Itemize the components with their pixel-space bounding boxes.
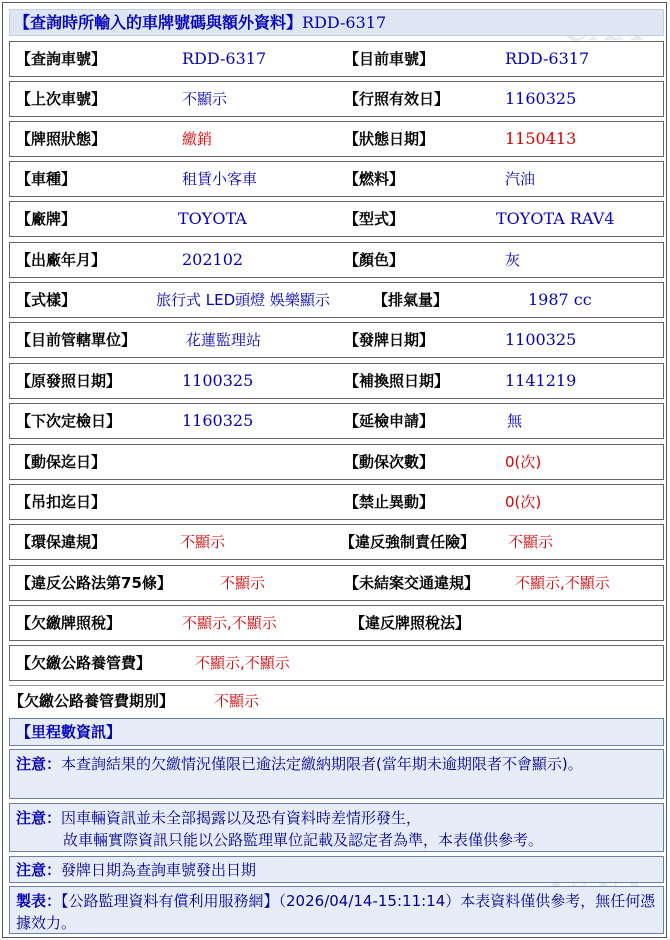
value-color: 灰: [505, 251, 521, 269]
value-original-issue-date: 1100325: [182, 371, 254, 390]
label-fuel: 【燃料】: [344, 170, 405, 188]
value-query-plate: RDD-6317: [182, 49, 267, 68]
info-row-plate: [9, 41, 664, 77]
note-text-line2: 故車輛實際資訊只能以公路監理單位記載及認定者為準，本表僅供參考。: [63, 831, 544, 849]
info-row-jurisdiction: [9, 322, 664, 358]
value-highway-law-75: 不顯示: [220, 574, 266, 592]
info-row-road-fee-period: [9, 687, 664, 715]
info-row-status: [9, 121, 664, 157]
label-license-tax-violation: 【違反牌照稅法】: [350, 614, 471, 632]
label-jurisdiction: 【目前管轄單位】: [16, 331, 137, 349]
label-chattel-expiry: 【動保迄日】: [16, 453, 107, 471]
value-reissue-date: 1141219: [505, 371, 577, 390]
value-next-inspection: 1160325: [182, 411, 254, 430]
label-environment-violation: 【環保違規】: [16, 533, 107, 551]
label-plate-status: 【牌照狀態】: [16, 130, 107, 148]
separator-line: [9, 685, 664, 686]
footer-credit: [9, 886, 664, 934]
info-row-type: [9, 161, 664, 197]
report-frame: [2, 2, 667, 938]
value-current-plate: RDD-6317: [505, 49, 590, 68]
info-row-inspection: [9, 403, 664, 439]
info-row-chattel: [9, 444, 664, 480]
note-text: 因車輛資訊並未全部揭露以及恐有資料時差情形發生，: [61, 809, 422, 827]
title-label: 【查詢時所輸入的車牌號碼與額外資料】: [14, 13, 303, 32]
value-license-valid: 1160325: [505, 89, 577, 108]
label-original-issue-date: 【原發照日期】: [16, 372, 122, 390]
note-label: 注意：: [16, 809, 62, 827]
footer-text: 【公路監理資料有償利用服務網】（2026/04/14-15:11:14）本表資料僅供參考，無任何憑據效力。: [16, 892, 656, 932]
label-current-plate: 【目前車號】: [344, 50, 435, 68]
label-transfer-ban: 【禁止異動】: [344, 493, 435, 511]
info-row-brand: [9, 201, 664, 237]
info-row-original-issue: [9, 363, 664, 399]
value-brand: TOYOTA: [178, 209, 247, 228]
value-status-date: 1150413: [505, 129, 577, 148]
label-unpaid-road-fee: 【欠繳公路養管費】: [16, 654, 152, 672]
value-unpaid-license-tax: 不顯示,不顯示: [182, 614, 277, 632]
label-style: 【式樣】: [16, 291, 77, 309]
value-open-traffic-violation: 不顯示,不顯示: [515, 574, 610, 592]
value-road-fee-period: 不顯示: [214, 692, 260, 710]
value-unpaid-road-fee: 不顯示,不顯示: [195, 654, 290, 672]
label-previous-plate: 【上次車號】: [16, 90, 107, 108]
info-row-suspension: [9, 484, 664, 520]
note-label: 注意：: [16, 755, 62, 773]
label-manufacture-date: 【出廠年月】: [16, 251, 107, 269]
label-road-fee-period: 【欠繳公路養管費期別】: [9, 692, 175, 710]
info-row-environment: [9, 524, 664, 560]
value-environment-violation: 不顯示: [180, 533, 226, 551]
label-status-date: 【狀態日期】: [344, 130, 435, 148]
label-reissue-date: 【補換照日期】: [344, 372, 450, 390]
info-row-road-fee: [9, 645, 664, 681]
value-model: TOYOTA RAV4: [496, 209, 615, 228]
label-next-inspection: 【下次定檢日】: [16, 412, 122, 430]
label-inspection-extension: 【延檢申請】: [344, 412, 435, 430]
note-text: 發牌日期為查詢車號發出日期: [61, 861, 257, 879]
info-row-highway-law: [9, 565, 664, 601]
label-suspension-expiry: 【吊扣迄日】: [16, 493, 107, 511]
info-row-previous: [9, 81, 664, 117]
value-fuel: 汽油: [505, 170, 536, 188]
label-brand: 【廠牌】: [16, 210, 77, 228]
value-plate-status: 繳銷: [182, 130, 213, 148]
label-open-traffic-violation: 【未結案交通違規】: [344, 574, 480, 592]
mileage-label: 【里程數資訊】: [16, 723, 122, 741]
label-model: 【型式】: [344, 210, 405, 228]
label-license-valid: 【行照有效日】: [344, 90, 450, 108]
mileage-section: [9, 718, 664, 746]
note-issue-date: [9, 856, 664, 883]
value-issue-date: 1100325: [505, 330, 577, 349]
note-text: 本查詢結果的欠繳情況僅限已逾法定繳納期限者(當年期未逾期限者不會顯示)。: [61, 755, 583, 773]
label-chattel-count: 【動保次數】: [344, 453, 435, 471]
info-row-manufacture: [9, 242, 664, 278]
note-label: 注意：: [16, 861, 62, 879]
value-vehicle-type: 租賃小客車: [182, 170, 258, 188]
label-displacement: 【排氣量】: [373, 291, 449, 309]
note-overdue: [9, 749, 664, 799]
info-row-style: [9, 282, 664, 318]
page-title: [9, 9, 664, 36]
label-issue-date: 【發牌日期】: [344, 331, 435, 349]
value-transfer-ban: 0(次): [505, 493, 542, 511]
value-chattel-count: 0(次): [505, 453, 542, 471]
note-disclaimer: [9, 803, 664, 852]
label-unpaid-license-tax: 【欠繳牌照稅】: [16, 614, 122, 632]
value-style: 旅行式 LED頭燈 娛樂顯示: [156, 291, 330, 309]
label-insurance-violation: 【違反強制責任險】: [340, 533, 476, 551]
label-vehicle-type: 【車種】: [16, 170, 77, 188]
value-insurance-violation: 不顯示: [508, 533, 554, 551]
footer-label: 製表：: [16, 892, 62, 910]
value-jurisdiction: 花蓮監理站: [186, 331, 262, 349]
value-displacement: 1987 cc: [528, 290, 592, 309]
title-plate: RDD-6317: [302, 13, 387, 32]
label-query-plate: 【查詢車號】: [16, 50, 107, 68]
value-previous-plate: 不顯示: [182, 90, 228, 108]
value-manufacture-date: 202102: [182, 250, 244, 269]
label-color: 【顏色】: [344, 251, 405, 269]
value-inspection-extension: 無: [507, 412, 523, 430]
info-row-license-tax: [9, 605, 664, 641]
label-highway-law-75: 【違反公路法第75條】: [16, 574, 172, 592]
